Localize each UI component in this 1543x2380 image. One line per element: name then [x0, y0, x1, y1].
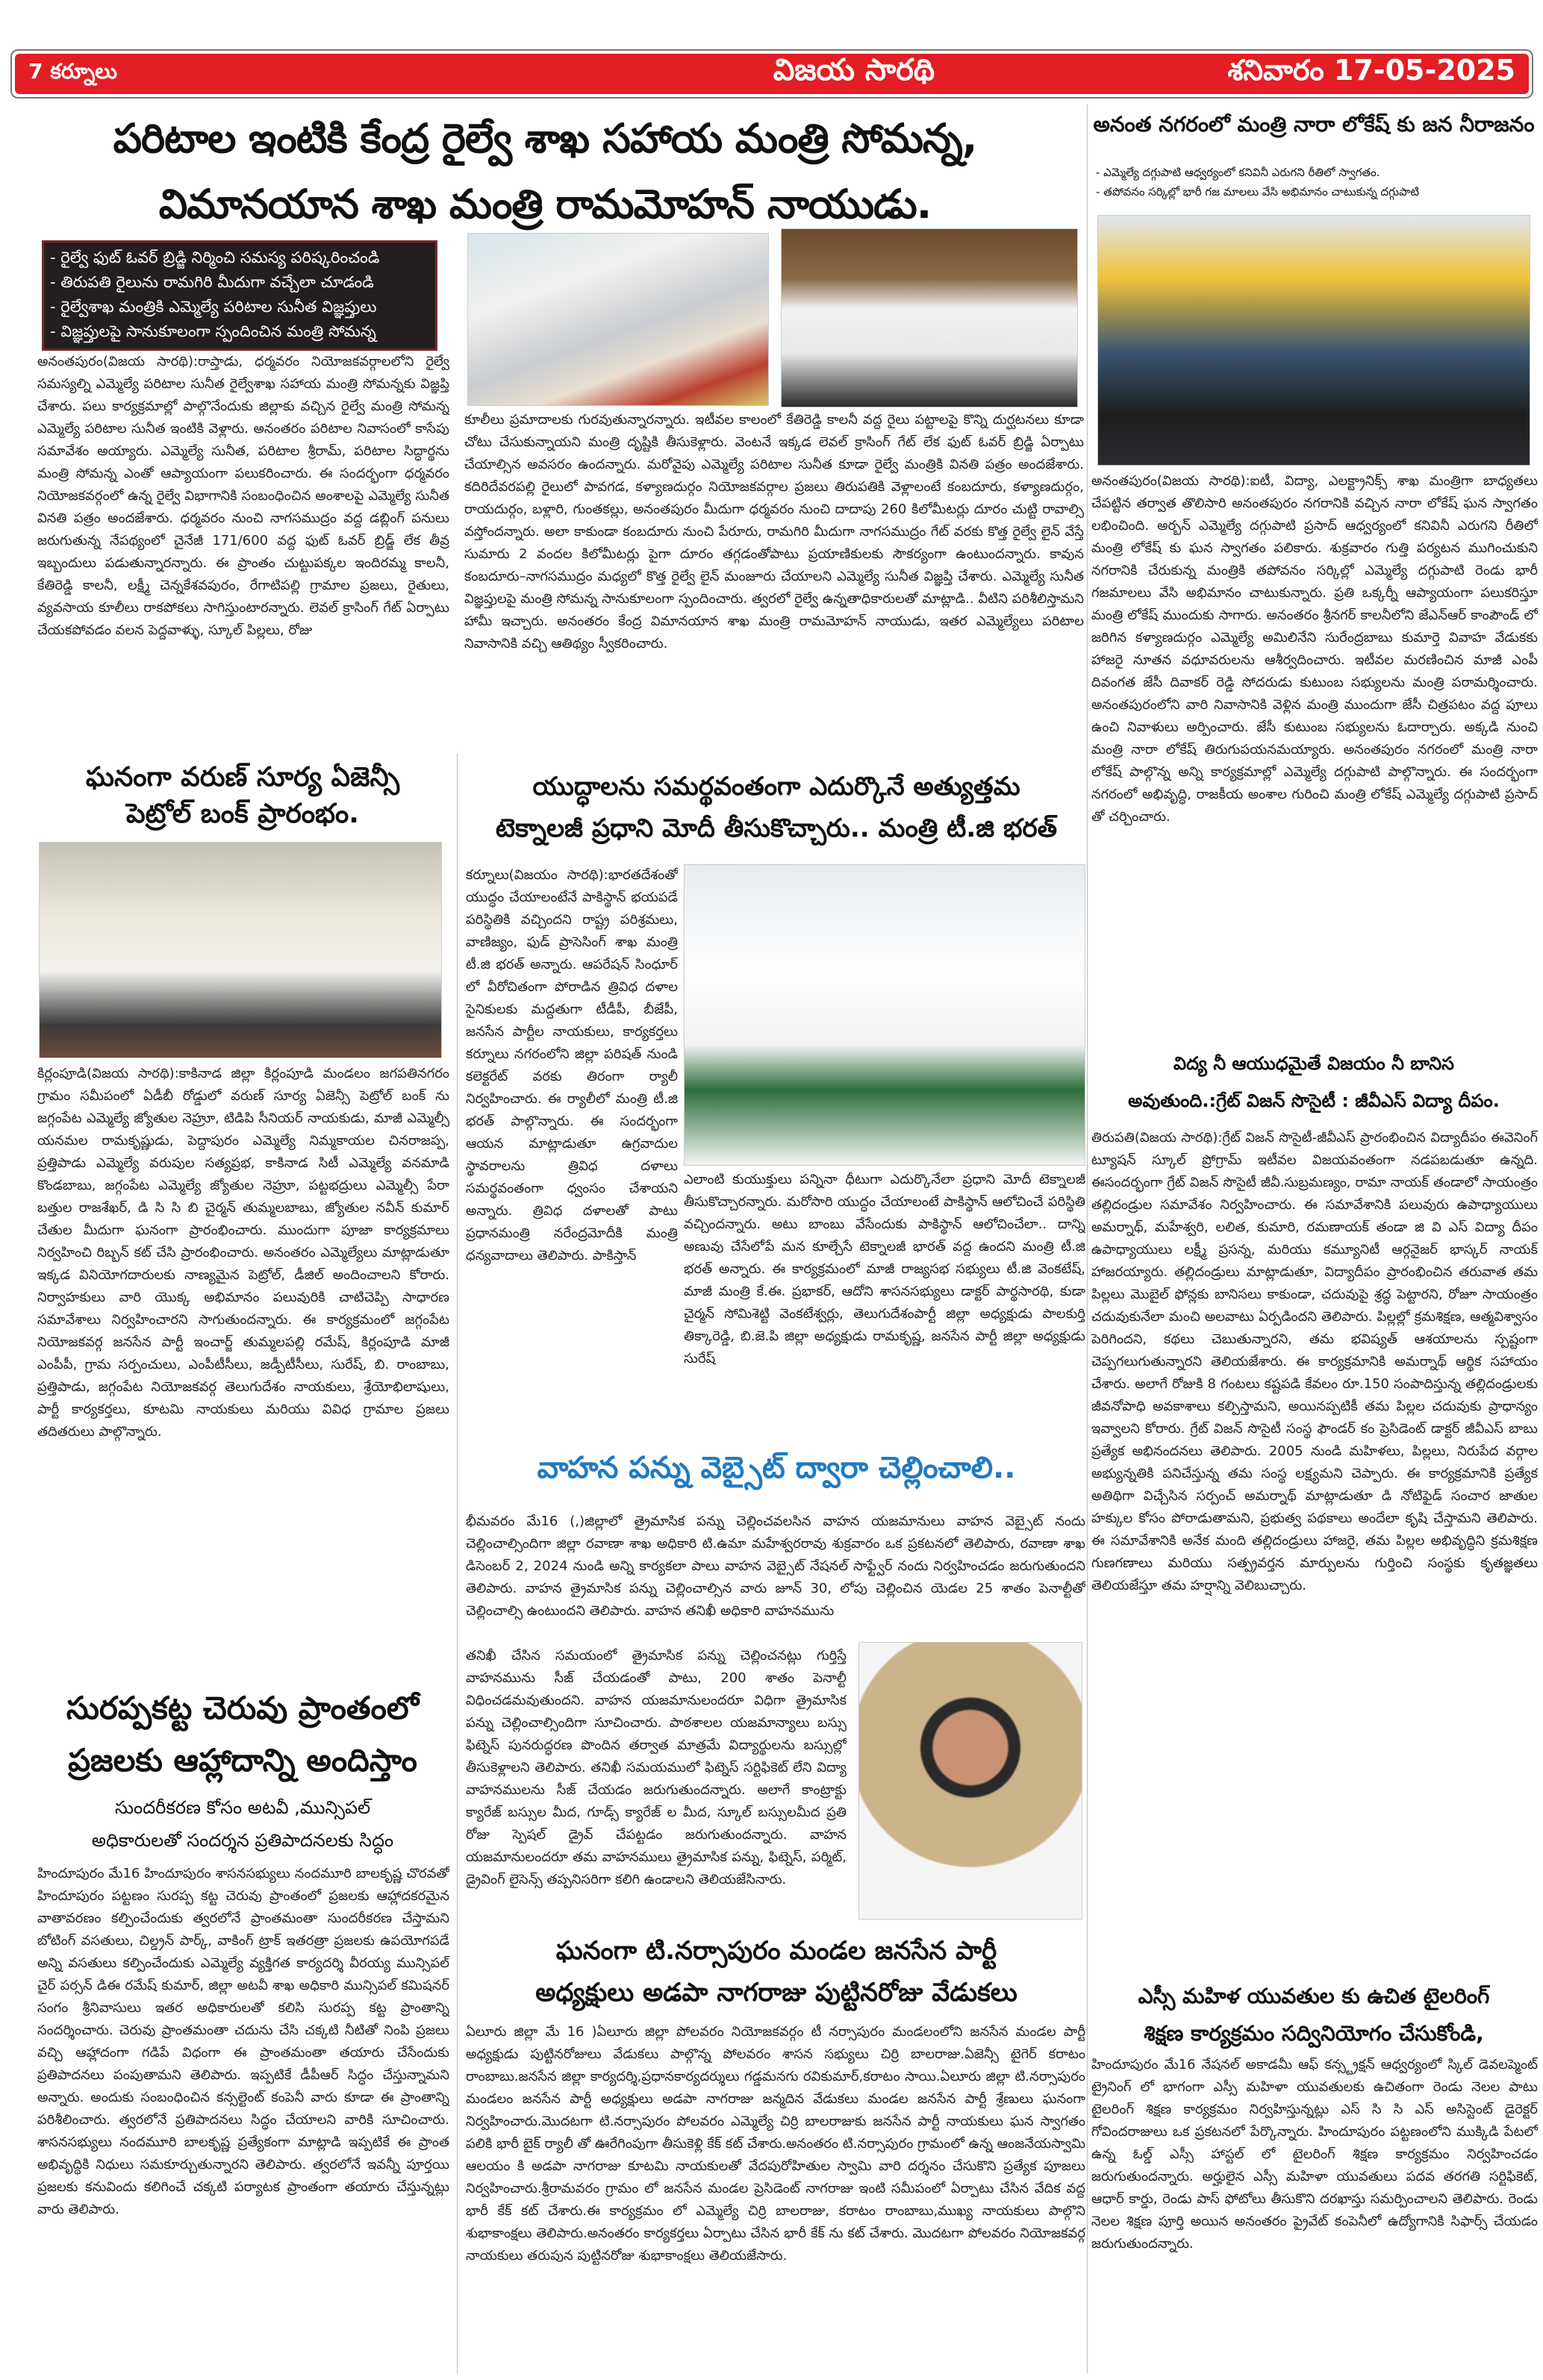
bullet-item: - రైల్వే ఫుట్ ఓవర్ బ్రిడ్జి నిర్మించి సమస్య పరిష్కరించండి [50, 249, 380, 266]
bharath-headline-line2: టెక్నాలజీ ప్రధాని మోదీ తీసుకొచ్చారు.. మంత్రి టీ.జి భరత్ [495, 813, 1058, 843]
vehicle-tax-body-wide: భీమవరం మే16 (,)జిల్లాలో త్రైమాసిక పన్ను చెల్లించవలసిన వాహన యజమానులు వాహన వెబ్సైట్ నందు చెల్లించాల్సిందిగా జిల్లా రవాణా శాఖ అధికారి టి.ఉమా మహేశ్వరరావు శుక్రవారం ఒక ప్రకటనలో తెలిపారు, రవాణా శాఖ డిసెంబర్ 2, 2024 నుండి అన్ని కార్యకలా పాలు వాహన వెబ్సైట్ నేషనల్ సాఫ్ట్వేర్ నందు నిర్వహించడం జరుగుతుందని తెలిపారు. వాహన త్రైమాసిక పన్ను చెల్లించాల్సిన వారు జూన్ 30, లోపు చెల్లించిన యెడల 25 శాతం పెనాల్టీతో చెల్లించాల్సి ఉంటుందని తెలిపారు. వాహన తనిఖీ అధికారి వాహనమును [466, 1514, 1085, 1619]
bullet-item: - తిరుపతి రైలును రామగిరి మీదుగా వచ్చేలా చూడండి [50, 273, 374, 291]
surappakatta-headline-line2: ప్రజలకు ఆహ్లాదాన్ని అందిస్తాం [68, 1742, 417, 1778]
surappakatta-subhead-line2: అధికారులతో సందర్శన ప్రతిపాదనలకు సిద్ధం [91, 1830, 394, 1851]
tailoring-headline-line1: ఎస్సీ మహిళ యువతుల కు ఉచిత టైలరింగ్ [1138, 1984, 1490, 2008]
petrol-headline-line2: పెట్రోల్ బంక్ ప్రారంభం. [126, 798, 359, 829]
lokesh-body: అనంతపురం(విజయ సారథి):ఐటీ, విద్యా, ఎలక్ట్రానిక్స్ శాఖ మంత్రిగా బాధ్యతలు చేపట్టిన తర్వాత తొలిసారి అనంతపురం నగరానికి వచ్చిన నారా లోకేష్ ఘన స్వాగతం లభించింది. అర్బన్ ఎమ్మెల్యే దగ్గుపాటి ప్రసాద్ ఆధ్వర్యంలో కనివినీ ఎరుగని రీతిలో మంత్రి లోకేష్ కు ఘన స్వాగతం పలికారు. శుక్రవారం గుత్తి పర్యటన ముగించుకుని నగరానికి చేరుకున్న మంత్రికి తపోవనం సర్కిల్లో ఎమ్మెల్యే దగ్గుపాటి రెండు భారీ గజమాలలు వేసి అభిమానం చాటుకున్నారు. ప్రతి ఒక్కర్నీ ఆప్యాయంగా పలుకరిస్తూ మంత్రి లోకేష్ ముందుకు సాగారు. అనంతరం శ్రీనగర్ కాలనీలోని జేఎన్ఆర్ కాంపౌండ్ లో జరిగిన కళ్యాణదుర్గం ఎమ్మెల్యే అమిలినేని సురేంద్రబాబు కుమార్తె వివాహ వేడుకకు హాజరై నూతన వధూవరులను ఆశీర్వదించారు. ఇటీవల మరణించిన మాజీ ఎంపీ దివంగత జేసీ దివాకర్ రెడ్డి సోదరుడు కుటుంబ సభ్యులను మంత్రి పరామర్శించారు. అనంతపురంలోని వారి నివాసానికి వెళ్లిన మంత్రి ముందుగా జేసీ చిత్రపటం వద్ద పూలు ఉంచి నివాళులు అర్పించారు. జేసీ కుటుంబ సభ్యులను ఓదార్చారు. అక్కడి నుంచి మంత్రి నారా లోకేష్ తిరుగుపయనమయ్యారు. అనంతపురం నగరంలో మంత్రి నారా లోకేష్ పాల్గొన్న అన్ని కార్యక్రమాల్లో ఎమ్మెల్యే దగ్గుపాటి పాల్గొన్నారు. ఈ సందర్భంగా నగరంలో అభివృద్ధి, రాజకీయ అంశాల గురించి మంత్రి లోకేష్ ఎమ్మెల్యే దగ్గుపాటి ప్రసాద్ తో చర్చించారు. [1091, 473, 1538, 825]
petrol-headline-line1: ఘనంగా వరుణ్ సూర్య ఏజెన్సీ [85, 762, 400, 793]
lokesh-headline: అనంత నగరంలో మంత్రి నారా లోకేష్ కు జన నీరాజనం [1093, 112, 1535, 137]
bharath-body-wide: ఎలాంటి కుయుక్తులు పన్నినా ధీటుగా ఎదుర్కొనేలా ప్రధాని మోదీ టెక్నాలజీ తీసుకొచ్చారన్నారు. మరోసారి యుద్ధం చేయాలంటే పాకిస్థాన్ ఆలోచించే పరిస్థితి వచ్చిందన్నారు. అటు బాంబు వేసేందుకు పాకిస్థాన్ ఆలోచించేలా.. దాన్ని అణువు చేసేలోపే మన కూల్చేసే టెక్నాలజీ భారత్ వద్ద ఉందని మంత్రి టీ.జి భరత్ అన్నారు. ఈ కార్యక్రమంలో మాజీ రాజ్యసభ సభ్యులు టీ.జి వెంకటేష్, మాజీ మంత్రి కే.ఈ. ప్రభాకర్, ఆదోని శాసనసభ్యులు డాక్టర్ పార్థసారథి, కుడా చైర్మన్ సోమిశెట్టి వెంకటేశ్వర్లు, తెలుగుదేశంపార్టీ జిల్లా అధ్యక్షుడు పాలకుర్తి తిక్కారెడ్డి, బి.జె.పి జిల్లా అధ్యక్షుడు రామకృష్ణ, జనసేన పార్టీ జిల్లా అధ్యక్షుడు సురేష్ [684, 1172, 1085, 1367]
column-divider [457, 754, 458, 2373]
story1-bullets [42, 240, 437, 351]
lokesh-subpoints [1096, 163, 1536, 202]
page-label: 7 కర్నూలు [28, 59, 117, 84]
photo-petrol-bunk-inauguration [39, 842, 442, 1058]
bullet-item: - విజ్ఞప్తులపై సానుకూలంగా స్పందించిన మంత్రి సోమన్న [50, 322, 376, 340]
photo-lokesh-welcome [1097, 215, 1530, 466]
photo-transport-officer [858, 1642, 1082, 1920]
petrol-headline [30, 760, 455, 832]
photo-group-meeting [781, 228, 1078, 407]
story1-headline-line1: పరిటాల ఇంటికి కేంద్ర రైల్వే శాఖ సహాయ మంత్రి సోమన్న, [113, 115, 977, 162]
subpoint-item: - తపోవనం సర్కిల్లో భారీ గజ మాలలు వేసి అభిమానం చాటుకున్న దగ్గుపాటి [1096, 185, 1420, 199]
petrol-body: కిర్లంపూడి(విజయ సారథి):కాకినాడ జిల్లా కిర్లంపూడి మండలం జగపతినగరం గ్రామం సమీపంలో ఏడీబీ రోడ్డులో వరుణ్ సూర్య ఏజెన్సీ పెట్రోల్ బంక్ ను జగ్గంపేట ఎమ్మెల్యే జ్యోతుల నెహ్రూ, టిడిపి సీనియర్ నాయకుడు, మాజీ ఎమ్మెల్సీ యనమల రామకృష్ణుడు, పెద్దాపురం ఎమ్మెల్యే నిమ్మకాయల చినరాజప్ప, ప్రత్తిపాడు ఎమ్మెల్యే వరుపుల సత్యప్రభ, కాకినాడ సిటీ ఎమ్మెల్యే వనమాడి కొండబాబు, జగ్గంపేట ఎమ్మెల్యే జ్యోతుల నెహ్రూ, పట్టభద్రులు ఎమ్మెల్సీ పేరా బత్తుల రాజశేఖర్, డి సి సి బి చైర్మన్ తుమ్మలబాబు, జ్యోతుల నవీన్ కుమార్ చేతుల మీదుగా ఘనంగా ప్రారంభించారు. ముందుగా పూజా కార్యక్రమాలు నిర్వహించి రిబ్బన్ కట్ చేసి ప్రారంభించారు. అనంతరం ఎమ్మెల్యేలు మాట్లాడుతూ ఇక్కడ వినియోగదారులకు నాణ్యమైన పెట్రోల్, డీజిల్ అందించాలని కోరారు. నిర్వాహకులు వారి యొక్క అభిమానం పలువురికి చాటిచెప్పి సాధారణ సమావేశాలు నిర్వహించారని సాగుతుందన్నారు. ఈ కార్యక్రమంలో జగ్గంపేట నియోజకవర్గ జనసేన పార్టీ ఇంచార్జ్ తుమ్మలపల్లి రమేష్, కిర్లంపూడి మాజీ ఎంపీపీ, గ్రామ సర్పంచులు, ఎంపీటీసీలు, జడ్పీటీసీలు, సురేష్, బి. రాంబాబు, ప్రత్తిపాడు, జగ్గంపేట నియోజకవర్గ తెలుగుదేశం నాయకులు, శ్రేయోభిలాషులు, పార్టీ కార్యకర్తలు, కూటమి నాయకులు మరియు వివిధ గ్రామాల ప్రజలు తదితరులు పాల్గొన్నారు. [37, 1066, 449, 1440]
story1-body-right: కూలీలు ప్రమాదాలకు గురవుతున్నారన్నారు. ఇటీవల కాలంలో కేతిరెడ్డి కాలనీ వద్ద రైలు పట్టాలపై కొన్ని దుర్ఘటనలు కూడా చోటు చేసుకున్నాయని మంత్రి దృష్టికి తీసుకెళ్లారు. వెంటనే ఇక్కడ లెవల్ క్రాసింగ్ గేట్ లేక ఫుట్ ఓవర్ బ్రిడ్జి ఏర్పాటు చేయాల్సిన అవసరం ఉందన్నారు. మరోవైపు ఎమ్మెల్యే పరిటాల సునీత కూడా రైల్వే మంత్రికి వినతి పత్రం అందజేశారు. కదిరిదేవరపల్లి రైలులో పావగడ, కళ్యాణదుర్గం నియోజకవర్గాల ప్రజలు తిరుపతికి వెళ్లాలంటే కంబదూరు, కళ్యాణదుర్గం, రాయదుర్గం, బళ్లారి, గుంతకల్లు, అనంతపురం మీదుగా ధర్మవరం నుంచి దాదాపు 260 కిలోమీటర్లు దూరం చుట్టి రావాల్సి వస్తోందన్నారు. అలా కాకుండా కంబదూరు నుంచి పేరూరు, రామగిరి మీదుగా నాగసముద్రం గేట్ వరకు కొత్త రైల్వే లైన్ వేస్తే సుమారు 2 వందల కిలోమీటర్లు పైగా దూరం తగ్గడంతోపాటు ప్రయాణికులకు సౌకర్యంగా ఉంటుందన్నారు. కావున కంబదూరు–నాగసముద్రం మధ్యలో కొత్త రైల్వే లైన్ మంజూరు చేయాలని ఎమ్మెల్యే సునీత విజ్ఞప్తి చేశారు. ఎమ్మెల్యే సునీత విజ్ఞప్తులపై మంత్రి సోమన్న సానుకూలంగా స్పందించారు. త్వరలో రైల్వే ఉన్నతాధికారులతో మాట్లాడి.. వీటిని పరిశీలిస్తామని హామీ ఇచ్చారు. అనంతరం కేంద్ర విమానయాన శాఖ మంత్రి రామమోహన్ నాయుడు, ఇతర ఎమ్మెల్యేలు పరిటాల నివాసానికి వచ్చి ఆతిథ్యం స్వీకరించారు. [464, 412, 1084, 652]
vehicle-tax-body-narrow: తనిఖీ చేసిన సమయంలో త్రైమాసిక పన్ను చెల్లించనట్లు గుర్తిస్తే వాహనమును సీజ్ చేయడంతో పాటు, 200 శాతం పెనాల్టీ విధించడమవుతుందని. వాహన యజమానులందరూ విధిగా త్రైమాసిక పన్ను చెల్లించాల్సిందిగా సూచించారు. పాఠశాలల యజమాన్యాలు బస్సు ఫిట్నెస్ పునరుద్ధరణ పొందిన తర్వాత మాత్రమే విద్యార్థులను బస్సుల్లో తీసుకెళ్లాలని తెలిపారు. తనిఖీ సమయములో ఫిట్నెస్ సర్టిఫికెట్ లేని విద్యా వాహనములను సీజ్ చేయడం జరుగుతుందన్నారు. అలాగే కాంట్రాక్టు క్యారేజ్ బస్సుల మీద, గూడ్స్ క్యారేజ్ ల మీద, స్కూల్ బస్సులమీద ప్రతి రోజు స్పెషల్ డ్రైవ్ చేపట్టడం జరుగుతుందన్నారు. వాహన యజమానులందరూ తమ వాహనములు త్రైమాసిక పన్ను, ఫిట్నెస్, పర్మిట్, డ్రైవింగ్ లైసెన్స్ తప్పనిసరిగా కలిగి ఉండాలని తెలియజేసినారు. [466, 1648, 847, 1887]
tailoring-headline [1090, 1978, 1538, 2052]
vidya-headline-line2: అవుతుంది.:గ్రేట్ విజన్ సొసైటీ : జీవీఎస్ విద్యా దీపం. [1128, 1090, 1500, 1111]
vidya-body: తిరుపతి(విజయ సారథి):గ్రేట్ విజన్ సొసైటీ-జీవీఎస్ ప్రారంభించిన విద్యాదీపం ఈవెనింగ్ ట్యూషన్ స్కూల్ ప్రోగ్రామ్ ఇటీవల విజయవంతంగా నడపబడుతూ ఉన్నది. ఈసందర్భంగా గ్రేట్ విజన్ సొసైటీ జీవీ.సుబ్రమణ్యం, రామా నాయక్ తండాలో సాయంత్రం తల్లిదండ్రుల సమావేశం నిర్వహించారు. ఈ సమావేశానికి పలువురు ఉపాధ్యాయులు అమర్నాథ్, మహేశ్వరి, లలిత, కుమారి, రమణాయక్ తండా జి వి ఎస్ విద్యా దీపం ఉపాధ్యాయులు లక్ష్మీ ప్రసన్న, మరియు కమ్యూనిటీ ఆర్గనైజర్ భాస్కర్ నాయక్ హాజరయ్యారు. తల్లిదండ్రులు మాట్లాడుతూ, విద్యాదీపం ప్రారంభించిన తరువాత తమ పిల్లలు మొబైల్ ఫోన్లకు బానిసలు కాకుండా, చదువుపై శ్రద్ధ పెట్టారని, రోజూ సాయంత్రం చదువుకునేలా మంచి అలవాటు ఏర్పడిందని తెలిపారు. పిల్లల్లో క్రమశిక్షణ, ఆత్మవిశ్వాసం పెరిగిందని, కథలు చెబుతున్నారని, తమ భవిష్యత్ ఆశయాలను స్పష్టంగా చెప్పగలుగుతున్నారని తెలియజేశారు. ఈ కార్యక్రమానికి అమర్నాథ్ ఆర్థిక సహాయం చేశారు. అలాగే రోజుకి 8 గంటలు కష్టపడి కేవలం రూ.150 సంపాదిస్తున్న తల్లిదండ్రులకు జీవనోపాధి అవకాశాలు కల్పిస్తామని, అయినప్పటికీ తమ పిల్లల చదువుకు ప్రాధాన్యం ఇవ్వాలని కోరారు. గ్రేట్ విజన్ సొసైటీ సంస్థ ఫౌండర్ కం ప్రెసిడెంట్ డాక్టర్ జీవీఎస్ బాబు ప్రత్యేక అభినందనలు తెలిపారు. 2005 నుండి మహిళలు, పిల్లలు, నిరుపేద వర్గాల అభ్యున్నతికి పనిచేస్తున్న తమ సంస్థ లక్ష్యమని చెప్పారు. ఈ కార్యక్రమానికి ప్రత్యేక అతిథిగా విచ్చేసిన సర్పంచ్ అమర్నాథ్ మాట్లాడుతూ డి నోటిఫైడ్ సంచార జాతుల హక్కుల కోసం పోరాడుతామని, ప్రభుత్వ పథకాలు అందేలా కృషి చేస్తామని తెలిపారు. ఈ సమావేశానికి అనేక మంది తల్లిదండ్రులు హాజరై, తమ పిల్లల అభివృద్ధిని క్రమశిక్షణ గుణగణాలు మరియు సత్ప్రవర్తన మార్పులను గుర్తించి సంస్థకు కృతజ్ఞతలు తెలియజేస్తూ తమ హర్షాన్ని వెలిబుచ్చారు. [1091, 1130, 1538, 1593]
issue-date: శనివారం 17-05-2025 [1227, 54, 1515, 87]
bharath-headline-line1: యుద్ధాలను సమర్థవంతంగా ఎదుర్కొనే అత్యుత్తమ [532, 772, 1020, 802]
janasena-headline [463, 1930, 1090, 2014]
surappakatta-body: హిందూపురం మే16 హిందూపురం శాసనసభ్యులు నందమూరి బాలకృష్ణ చొరవతో హిందూపురం పట్టణం సురప్ప కట్ట చెరువు ప్రాంతంలో ప్రజలకు ఆహ్లాదకరమైన వాతావరణం కల్పించేందుకు త్వరలోనే ప్రాంతమంతా సుందరీకరణ చేస్తామని బోటింగ్ వసతులు, చిల్డ్రన్ పార్క్, వాకింగ్ ట్రాక్ ఇతరత్రా ప్రజలకు ఉపయోగపడే అన్ని వసతులు కల్పించేందుకు ఎమ్మెల్యే వ్యక్తిగత కార్యదర్శి వీరయ్య మున్సిపల్ చైర్ పర్సన్ డిఈ రమేష్ కుమార్, జిల్లా అటవీ శాఖ అధికారి మున్సిపల్ కమిషనర్ సంగం శ్రీనివాసులు ఇతర అధికారులతో కలిసి సురప్ప కట్ట ప్రాంతాన్ని సందర్శించారు. చెరువు ప్రాంతమంతా చదును చేసి చక్కటి నీటితో నింపి ప్రజలు వచ్చి ఆహ్లాదంగా గడిపే విధంగా ఈ ప్రాంతమంతా తయారు చేసేందుకు ప్రతిపాదనలు పంపుతామని తెలిపారు. ఇప్పటికే డీపీఆర్ సిద్ధం చేస్తున్నామని అన్నారు. అందుకు సంబంధించిన కన్సల్టెంట్ కంపెనీ వారు కూడా ఈ ప్రాంతాన్ని పరిశీలించారు. త్వరలోనే ప్రతిపాదనలు సిద్ధం చేయాలని వారికి సూచించారు. శాసనసభ్యులు నందమూరి బాలకృష్ణ ప్రత్యేకంగా మాట్లాడి ఇప్పటికే ఈ ప్రాంత అభివృద్ధికి నిధులు సమకూర్చుతున్నారని తెలిపారు. త్వరలోనే ఇవన్నీ పూర్తయి ప్రజలకు కనువిందు కలిగించే చక్కటి పర్యాటక ప్రాంతంగా తయారు చేస్తున్నట్లు వారు తెలిపారు. [37, 1866, 449, 2217]
janasena-body: ఏలూరు జిల్లా మే 16 )ఏలూరు జిల్లా పోలవరం నియోజకవర్గం టీ నర్సాపురం మండలంలోని జనసేన మండల పార్టీ అధ్యక్షుడు పుట్టినరోజులు వేడుకలు పాల్గొన్న పోలవరం శాసన సభ్యులు చిర్రి బాలరాజు.ఏజెన్సీ టైగెర్ కరాటం రాంబాబు.జనసేన జిల్లా కార్యదర్శి,ప్రధానకార్యదర్శులు గడ్డమనగు రవికుమార్,కరాటం సాయి.ఏలూరు జిల్లా టి.నర్సాపురం మండలం జనసేన పార్టీ అధ్యక్షులు అడపా నాగరాజు జన్మదిన వేడుకలు మండల జనసేన పార్టీ శ్రేణులు ఘనంగా నిర్వహించారు.మొదటగా టి.నర్సాపురం పోలవరం ఎమ్మెల్యే చిర్రి బాలరాజుకు జనసేన పార్టీ నాయకులు ఘన స్వాగతం పలికి భారీ బైక్ ర్యాలీ తో ఊరేగింపుగా తీసుకెళ్లి కేక్ కట్ చేశారు.అనంతరం టి.నర్సాపురం గ్రామంలో ఉన్న ఆంజనేయస్వామి ఆలయం కి అడపా నాగరాజు కూటమి నాయకులతో వేదపురోహితుల స్వామి వారి దర్శనం చేసుకొని ప్రత్యేక పూజలు నిర్వహించారు.శ్రీరామవరం గ్రామం లో జనసేన మండల ప్రెసిడెంట్ నాగరాజు ఇంటి సమీపంలో ఏర్పాటు చేసిన వేదిక వద్ద భారీ కేక్ కట్ చేశారు.ఈ కార్యక్రమం లో ఎమ్మెల్యే చిర్రి బాలరాజు, కరాటం రాంబాబు,ముఖ్య నాయకులు పాల్గొని శుభాకాంక్షలు తెలిపారు.అనంతరం కార్యకర్తలు ఏర్పాటు చేసిన భారీ కేక్ ను కట్ చేశారు. మొదటగా పోలవరం నియోజకవర్గ నాయకులు తరుపున పుట్టినరోజు శుభాకాంక్షలు తెలియజేసారు. [466, 2024, 1085, 2264]
bharath-body-narrow: కర్నూలు(విజయం సారథి):భారతదేశంతో యుద్ధం చేయాలంటేనే పాకిస్థాన్ భయపడే పరిస్థితికి వచ్చిందని రాష్ట్ర పరిశ్రమలు, వాణిజ్యం, ఫుడ్ ప్రాసెసింగ్ శాఖ మంత్రి టీ.జి భరత్ అన్నారు. ఆపరేషన్ సింధూర్ లో వీరోచితంగా పోరాడిన త్రివిధ దళాల సైనికులకు మద్దతుగా టీడీపీ, బీజేపీ, జనసేన పార్టీల నాయకులు, కార్యకర్తలు కర్నూలు నగరంలోని జిల్లా పరిషత్ నుండి కలెక్టరేట్ వరకు తిరంగా ర్యాలీ నిర్వహించారు. ఈ ర్యాలీలో మంత్రి టీ.జి భరత్ పాల్గొన్నారు. ఈ సందర్భంగా ఆయన మాట్లాడుతూ ఉగ్రవాదుల స్థావరాలను త్రివిధ దళాలు సమర్థవంతంగా ధ్వంసం చేశాయని అన్నారు. త్రివిధ దళాలతో పాటు ప్రధానమంత్రి నరేంద్రమోదీకి మంత్రి ధన్యవాదాలు తెలిపారు. పాకిస్తాన్ [466, 867, 678, 1264]
janasena-headline-line1: ఘనంగా టి.నర్సాపురం మండల జనసేన పార్టీ [555, 1936, 997, 1966]
story1-headline [15, 106, 1075, 237]
masthead-bar [15, 54, 1529, 94]
tailoring-body: హిందూపురం మే16 నేషనల్ అకాడమీ ఆఫ్ కన్స్ట్రక్షన్ ఆధ్వర్యంలో స్కిల్ డెవలప్మెంట్ ట్రైనింగ్ లో భాగంగా ఎస్సీ మహిళా యువతులకు ఉచితంగా రెండు నెలల పాటు టైలరింగ్ శిక్షణ కార్యక్రమం నిర్వహిస్తున్నట్లు ఎస్ సి సి ఎస్ అసిస్టెంట్ డైరెక్టర్ గోవిందరాజులు ఒక ప్రకటనలో పేర్కొన్నారు. హిందూపురం పట్టణంలోని ముక్కిడి పేటలో ఉన్న ఓల్డ్ ఎస్సీ హాస్టల్ లో టైలరింగ్ శిక్షణ కార్యక్రమం నిర్వహించడం జరుగుతుందన్నారు. అర్హులైన ఎస్సీ మహిళా యువతులు పదవ తరగతి సర్టిఫికెట్, ఆధార్ కార్డు, రెండు పాస్ ఫోటోలు తీసుకొని దరఖాస్తు సమర్పించాలని తెలిపారు. రెండు నెలల శిక్షణ పూర్తి అయిన అనంతరం ప్రైవేట్ కంపెనీలో ఉద్యోగానికి సిఫార్స్ చేయడం జరుగుతుందన్నారు. [1091, 2057, 1538, 2252]
story1-body-left: అనంతపురం(విజయ సారథి):రాప్తాడు, ధర్మవరం నియోజకవర్గాలలోని రైల్వే సమస్యల్ని ఎమ్మెల్యే పరిటాల సునీత రైల్వేశాఖ సహాయ మంత్రి సోమన్నకు విజ్ఞప్తి చేశారు. పలు కార్యక్రమాల్లో పాల్గొనేందుకు జిల్లాకు వచ్చిన రైల్వే మంత్రి సోమన్న ఎమ్మెల్యే పరిటాల సునీత ఇంటికి వెళ్లారు. అనంతరం పరిటాల నివాసంలో కాసేపు సమావేశం అయ్యారు. ఎమ్మెల్యే సునీత, పరిటాల శ్రీరామ్, పరిటాల సిద్ధార్థను మంత్రి సోమన్న ఎంతో ఆప్యాయంగా పలుకరించారు. ఈ సందర్భంగా ధర్మవరం నియోజకవర్గంలో ఉన్న రైల్వే విభాగానికి సంబంధించిన అంశాలపై ఎమ్మెల్యే సునీత వినతి పత్రం అందజేశారు. ధర్మవరం నుంచి నాగసముద్రం వద్ద డబ్లింగ్ పనులు జరుగుతున్న నేపథ్యంలో చైనేజీ 171/600 వద్ద ఫుట్ ఓవర్ బ్రిడ్జ్ లేక తీవ్ర ఇబ్బందులు పడుతున్నారన్నారు. ఈ ప్రాంతం చుట్టుపక్కల ఇందిరమ్మ కాలనీ, కేతిరెడ్డి కాలనీ, లక్ష్మీ చెన్నకేశవపురం, రేగాటిపల్లి గ్రామాల ప్రజలు, రైతులు, వ్యవసాయ కూలీలు రాకపోకలు సాగిస్తుంటారన్నారు. లెవల్ క్రాసింగ్ గేట్ ఏర్పాటు చేయకపోవడం వలన పెద్దవాళ్ళు, స్కూల్ పిల్లలు, రోజు [37, 354, 449, 638]
subpoint-item: - ఎమ్మెల్యే దగ్గుపాటి ఆధ్వర్యంలో కనివినీ ఎరుగని రీతిలో స్వాగతం. [1096, 166, 1380, 179]
tailoring-headline-line2: శిక్షణ కార్యక్రమం సద్వినియోగం చేసుకోండి, [1144, 2021, 1484, 2046]
surappakatta-headline [30, 1682, 455, 1787]
story1-headline-line2: విమానయాన శాఖ మంత్రి రామమోహన్ నాయుడు. [158, 181, 932, 228]
vehicle-tax-headline: వాహన పన్ను వెబ్సైట్ ద్వారా చెల్లించాలి.. [537, 1451, 1016, 1485]
photo-tiranga-rally [684, 864, 1085, 1166]
surappakatta-subhead-line1: సుందరీకరణ కోసం అటవీ ,మున్సిపల్ [114, 1797, 371, 1818]
masthead [10, 49, 1533, 99]
newspaper-brand: విజయ సారథి [773, 53, 935, 87]
janasena-headline-line2: అధ్యక్షులు అడపా నాగరాజు పుట్టినరోజు వేడుకలు [535, 1978, 1017, 2008]
vidya-headline [1090, 1045, 1538, 1119]
vidya-headline-line1: విద్య నీ ఆయుధమైతే విజయం నీ బానిస [1173, 1053, 1454, 1074]
column-divider [1087, 104, 1088, 2373]
bullet-item: - రైల్వేశాఖ మంత్రికి ఎమ్మెల్యే పరిటాల సునీత విజ్ఞప్తులు [50, 298, 377, 316]
photo-minister-greeting [467, 233, 769, 406]
bharath-headline [463, 766, 1090, 849]
surappakatta-headline-line1: సురప్పకట్ట చెరువు ప్రాంతంలో [66, 1690, 420, 1726]
surappakatta-subhead [30, 1791, 455, 1857]
